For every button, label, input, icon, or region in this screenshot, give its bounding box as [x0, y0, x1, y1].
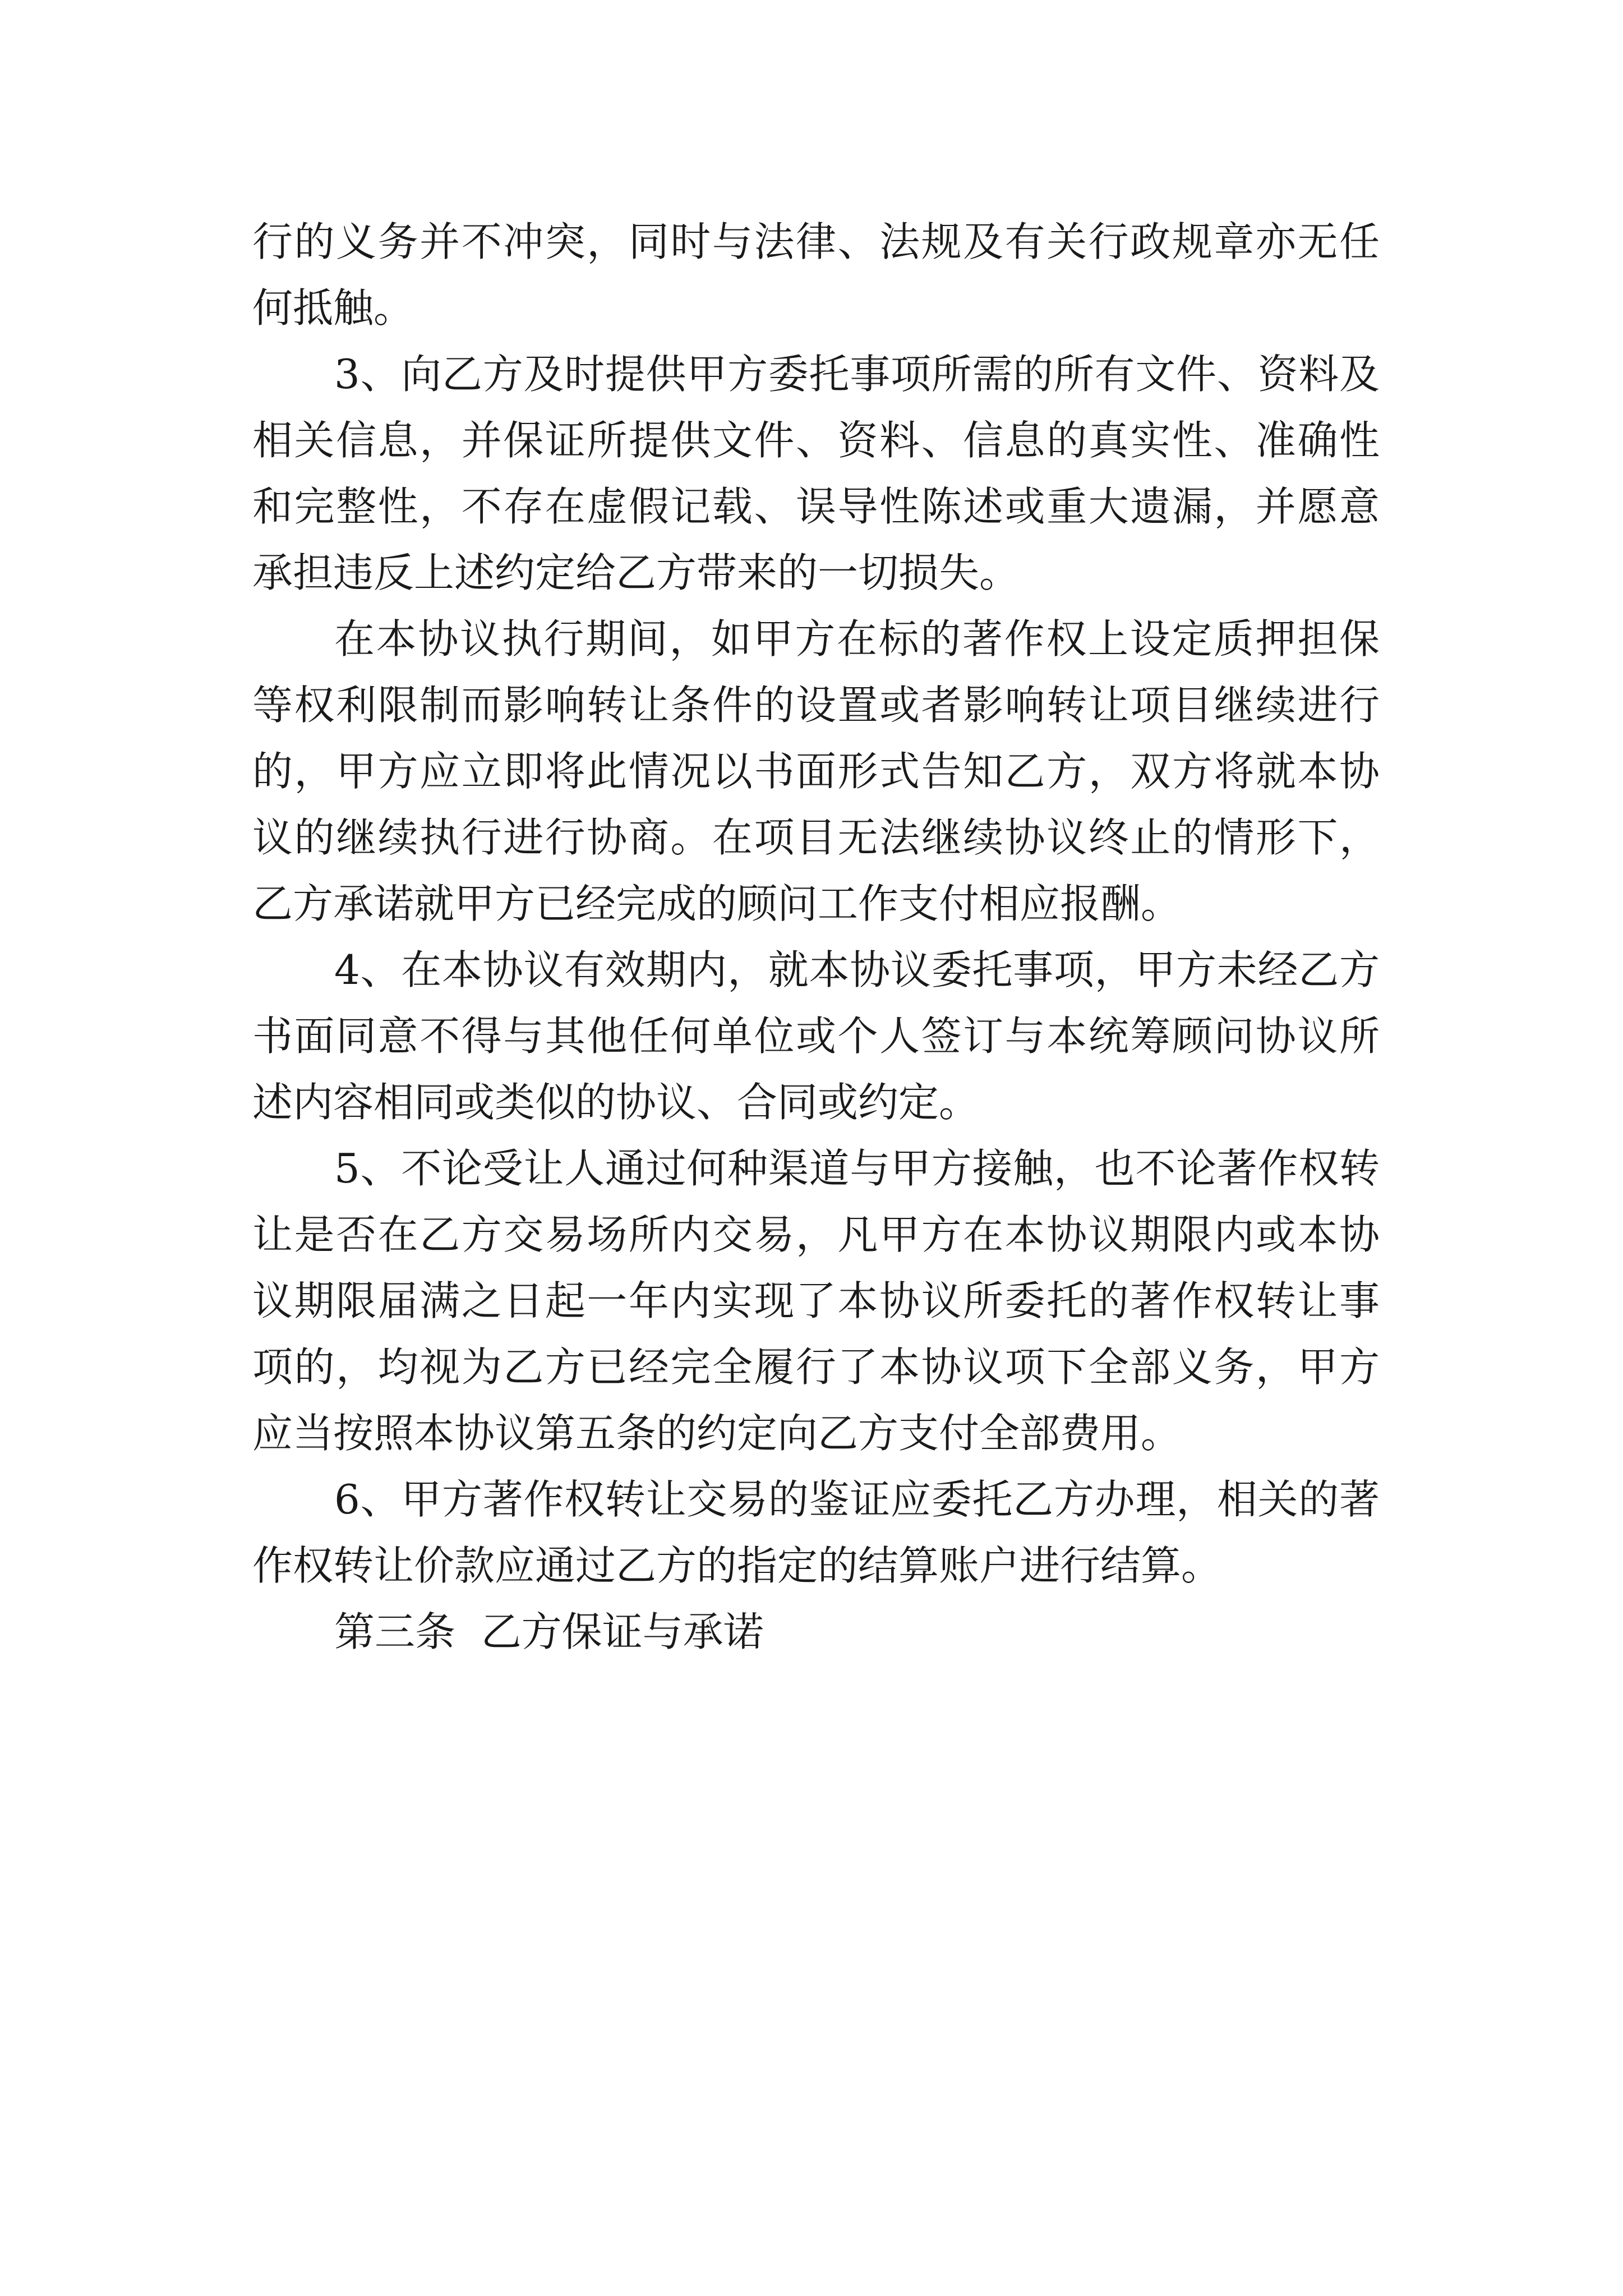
paragraph-clause-4: 4、在本协议有效期内，就本协议委托事项，甲方未经乙方书面同意不得与其他任何单位或个人签订与本统筹顾问协议所述内容相同或类似的协议、合同或约定。: [252, 946, 1380, 1126]
paragraph-continuation: 行的义务并不冲突，同时与法律、法规及有关行政规章亦无任何抵触。: [252, 218, 1380, 332]
paragraph-clause-6: 6、甲方著作权转让交易的鉴证应委托乙方办理，相关的著作权转让价款应通过乙方的指定的结算账户进行结算。: [252, 1476, 1380, 1589]
paragraph-clause-3: 3、向乙方及时提供甲方委托事项所需的所有文件、资料及相关信息，并保证所提供文件、资料、信息的真实性、准确性和完整性，不存在虚假记载、误导性陈述或重大遗漏，并愿意承担违反上述约定给乙方带来的一切损失。: [252, 351, 1380, 596]
paragraph-clause-5: 5、不论受让人通过何种渠道与甲方接触，也不论著作权转让是否在乙方交易场所内交易，凡甲方在本协议期限内或本协议期限届满之日起一年内实现了本协议所委托的著作权转让事项的，均视为乙方已经完全履行了本协议项下全部义务，甲方应当按照本协议第五条的约定向乙方支付全部费用。: [252, 1145, 1380, 1457]
document-page: [252, 209, 1380, 1665]
section-heading: 第三条 乙方保证与承诺: [334, 1608, 764, 1655]
paragraph-pledge-restriction: 在本协议执行期间，如甲方在标的著作权上设定质押担保等权利限制而影响转让条件的设置或者影响转让项目继续进行的，甲方应立即将此情况以书面形式告知乙方，双方将就本协议的继续执行进行协商。在项目无法继续协议终止的情形下，乙方承诺就甲方已经完成的顾问工作支付相应报酬。: [252, 615, 1380, 927]
